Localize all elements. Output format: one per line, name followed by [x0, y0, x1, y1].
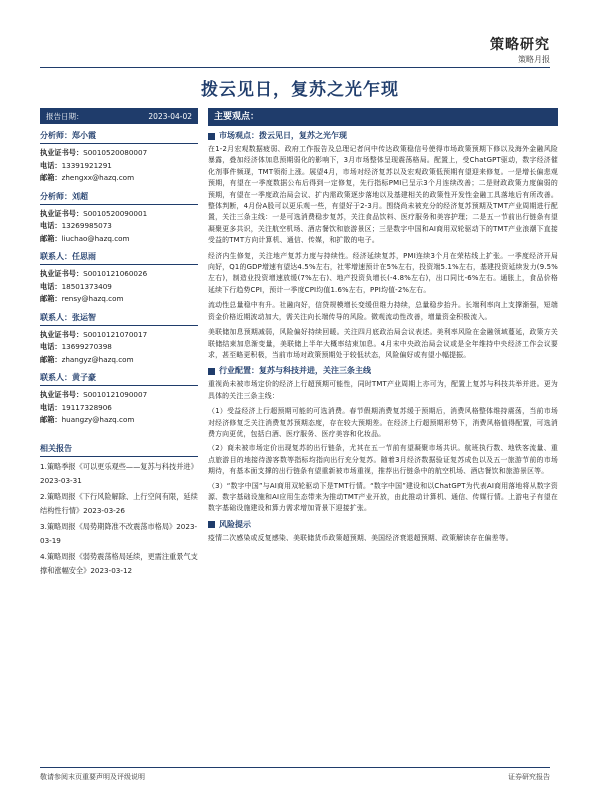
square-bullet-icon [208, 521, 215, 528]
analyst-phone [40, 220, 198, 233]
phone-label: 电话： [40, 402, 62, 412]
analyst-name-text: 任思雨 [72, 252, 96, 261]
section-heading-text: 风险提示 [219, 519, 251, 529]
analyst-name-text: 张运智 [72, 312, 96, 322]
phone-number: 19117328906 [61, 402, 112, 412]
analyst-role: 联系人： [40, 252, 72, 261]
numbered-paragraph: （3）“数字中国”与AI商用双轮驱动下是TMT行情。“数字中国”建设和以ChatGPT为代表AI商用落地将从数字资源、数字基础设施和AI应用生态带来为推动TMT产业开放，由此推动计算机、通信、传媒行情。上游电子有望在数字基础设施建设和算力需求增加背景下迎接扩张。 [208, 481, 558, 513]
email-label: 邮箱： [40, 294, 62, 303]
analyst-name [40, 191, 198, 205]
related-report-item[interactable]: 4.策略周报《弱势震荡格局延续，更需注重景气支撑和涨幅安全》2023-03-12 [40, 552, 198, 575]
analyst-name-text: 黄子豪 [72, 373, 96, 382]
email-address[interactable]: zhengxx@hazq.com [61, 173, 135, 182]
analyst-card [40, 372, 198, 427]
related-reports-list [40, 460, 198, 580]
analyst-name [40, 251, 198, 265]
analyst-name-text: 刘超 [72, 191, 88, 201]
analyst-role: 联系人： [40, 312, 72, 322]
phone-number: 13391921291 [61, 160, 112, 170]
paragraph: 重视尚未被市场定价的经济上行超预期可能性，同时TMT产业周期上亦可为，配置上复苏与科技共举并进。更为具体的关注三条主线： [208, 380, 558, 400]
related-reports-heading: 相关报告 [40, 443, 198, 457]
license-label: 执业证书号： [40, 390, 84, 399]
left-column [40, 108, 198, 427]
section-heading-text: 行业配置：复苏与科技并进，关注三条主线 [219, 366, 371, 376]
analyst-role: 分析师： [40, 191, 72, 201]
section-heading [208, 365, 558, 377]
paragraph: 流动性总量稳中有升。社融向好，信贷规模增长变缓但维力持续，总量稳步抬升。长端利率向上支撑渐强，短端资金价格近期波动加大，需关注向长端传导的风险。微观流动性改善，增量资金积极流入。 [208, 301, 558, 321]
report-date-bar [40, 108, 198, 124]
analyst-card [40, 191, 198, 246]
report-date: 2023-04-02 [148, 111, 192, 121]
analyst-role: 分析师： [40, 131, 72, 140]
analyst-license [40, 268, 198, 281]
license-label: 执业证书号： [40, 148, 84, 157]
license-label: 执业证书号： [40, 329, 84, 339]
email-label: 邮箱： [40, 173, 62, 182]
phone-label: 电话： [40, 221, 62, 230]
analyst-license [40, 389, 198, 402]
phone-label: 电话： [40, 281, 62, 291]
phone-number: 13269985073 [61, 221, 112, 230]
phone-label: 电话： [40, 160, 62, 170]
paragraph: 美联储加息预期减弱，风险偏好持续回暖。关注四月底政治局会议表述。美利率风险在金融领域蔓延，政策方关联储结束加息渐变量，美联储上半年大概率结束加息。4月末中央政治局会议或是全年维持中央经济工作会议要求，甚至略更积极，当前市场对政策预期处于较低状态，风险偏好或有望小幅提振。 [208, 328, 558, 359]
report-category: 策略研究 [490, 37, 550, 53]
license-number: S0010121070017 [83, 329, 148, 339]
analyst-name [40, 372, 198, 386]
license-number: S0010121090007 [83, 390, 148, 399]
analyst-email [40, 354, 198, 367]
license-label: 执业证书号： [40, 269, 84, 278]
analyst-email [40, 172, 198, 185]
footer-disclaimer: 敬请参阅末页重要声明及评级说明 [40, 773, 145, 781]
phone-number: 18501373409 [61, 281, 112, 291]
report-subcategory: 策略月报 [518, 55, 550, 64]
related-report-item[interactable]: 3.策略周报《局势期降准不改震荡市格局》2023-03-19 [40, 522, 198, 545]
analyst-phone [40, 402, 198, 415]
license-number: S0010121060026 [83, 269, 148, 278]
analyst-list [40, 130, 198, 427]
analyst-license [40, 329, 198, 342]
license-number: S0010520090001 [83, 208, 148, 218]
phone-number: 13699270398 [61, 342, 112, 351]
analyst-card [40, 312, 198, 367]
market-view-section [208, 130, 558, 361]
phone-label: 电话： [40, 342, 62, 351]
analyst-name [40, 130, 198, 144]
analyst-card [40, 130, 198, 185]
email-address[interactable]: huangzy@hazq.com [61, 415, 135, 424]
paragraph: 在1-2月宏观数据疲弱、政府工作报告及总理记者问中传达政策稳信号使得市场政策预期下修以及海外金融风险暴露，叠加经济体加息预期弱化的影响下，3月市场整体呈现震荡格局。配置上，受ChatGPT驱动，数字经济催化剂事件频现，TMT领衔上涨。展望4月，市场对经济复苏以及宏观政策低预期有望迎来修复。一是增长偏悲观预期，有望在一季度数据公布后得到一定修复，先行指标PMI已呈示3个月连续改善；二是财政政策力度偏弱的预期，有望在一季度政治局会议、扩内需政策逐步落地以及基建相关的政策性开发性金融工具落地后有所改善。整体判断，4月份A股可以更乐观一些，有望好于2-3月。围绕尚未被充分的经济复苏预期及TMT产业周期进行配置，关注三条主线：一是可选消费稳步复苏，关注食品饮料、医疗服务和美容护理；二是五一节前出行链条有望凝聚更多共识，关注航空机场、酒店餐饮和旅游景区；三是数字中国和AI商用双轮驱动下的TMT产业浪潮下直接受益的TMT方向计算机、通信、传媒，和扩散的电子。 [208, 145, 558, 245]
email-address[interactable]: rensy@hazq.com [61, 294, 124, 303]
report-title: 拨云见日，复苏之光乍现 [201, 80, 399, 100]
analyst-card [40, 251, 198, 306]
related-report-item[interactable]: 1.策略季报《可以更乐观些——复苏与科技并进》2023-03-31 [40, 462, 198, 485]
email-label: 邮箱： [40, 354, 62, 364]
main-content [208, 108, 558, 548]
section-heading [208, 519, 558, 531]
footer-divider [40, 767, 550, 768]
email-address[interactable]: liuchao@hazq.com [61, 233, 130, 243]
related-report-item[interactable]: 2.策略周报《下行风险解除、上行空间有限，延续结构性行情》2023-03-26 [40, 492, 198, 515]
email-label: 邮箱： [40, 233, 62, 243]
industry-allocation-section [208, 365, 558, 514]
analyst-license [40, 208, 198, 221]
analyst-phone [40, 160, 198, 173]
header-divider [40, 67, 550, 68]
license-number: S0010520080007 [83, 148, 148, 157]
section-heading-text: 市场观点：拨云见日，复苏之光乍现 [219, 131, 347, 140]
square-bullet-icon [208, 368, 215, 375]
analyst-license [40, 147, 198, 160]
analyst-email [40, 414, 198, 427]
analyst-role: 联系人： [40, 373, 72, 382]
analyst-phone [40, 281, 198, 294]
email-address[interactable]: zhangyz@hazq.com [61, 354, 134, 364]
section-heading [208, 130, 558, 142]
numbered-paragraph: （1）受益经济上行超预期可能的可选消费。春节假期消费复苏缓于预期后，消费风格整体维持震荡，当前市场对经济修复乏关注消费复苏预期态度，存在较大预期差。在经济上行超预期形势下，消费风格值得配置，可选消费方向更优，包括白酒、医疗服务、医疗美容和化妆品。 [208, 407, 558, 438]
analyst-name-text: 郑小霞 [72, 131, 96, 140]
key-views-bar: 主要观点： [208, 108, 558, 126]
report-date-label: 报告日期： [46, 111, 84, 121]
footer-label: 证券研究报告 [508, 773, 550, 781]
analyst-name [40, 312, 198, 326]
analyst-email [40, 293, 198, 306]
analyst-email [40, 233, 198, 246]
square-bullet-icon [208, 133, 215, 140]
analyst-phone [40, 341, 198, 354]
paragraph: 经济内生修复，关注地产复苏力度与持续性。经济延续复苏，PMI连续3个月在荣枯线上扩张。一季度经济开局向好，Q1的GDP增速有望达4.5%左右，社零增速预计在5%左右，投资端5.1%左右，基建投资延续发力(9.5%左右)，制造业投资增速放缓(7%左右)、地产投资负增长(-4.8%左右)，出口同比-6%左右。通胀上，食品价格延续下行趋势CPI，预计一季度CPI均值1.6%左右，PPI均值-2%左右。 [208, 251, 559, 294]
email-label: 邮箱： [40, 415, 62, 424]
paragraph: 疫情二次感染或反复感染、美联储货币政策超预期、美国经济衰退超预期、政策解读存在偏差等。 [208, 533, 513, 542]
numbered-paragraph: （2）商未被市场定价出现复苏的出行链条，尤其在五一节前有望凝聚市场共识。航班执行数、地铁客流量、重点旅游目的地接待游客数等指标均指向出行充分复苏。随着3月经济数据验证复苏成色以及五一旅游节前的市场期待，有基本面支撑的出行链条有望重新被市场重视，推荐出行链条中的航空机场、酒店餐饮和旅游景区等。 [208, 444, 558, 476]
risk-section [208, 519, 558, 544]
license-label: 执业证书号： [40, 208, 84, 218]
